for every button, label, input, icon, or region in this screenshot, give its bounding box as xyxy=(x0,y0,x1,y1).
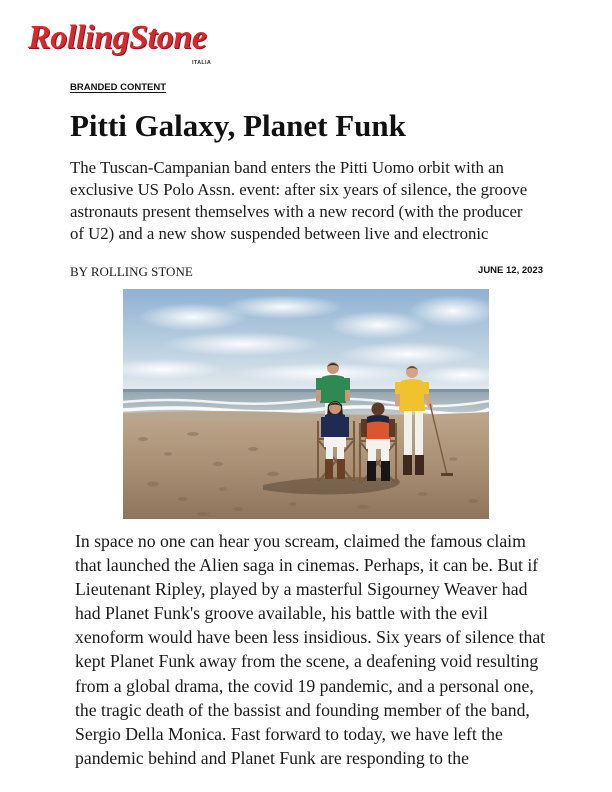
pants xyxy=(368,447,376,463)
sand-mark xyxy=(468,499,478,503)
body-line: Sergio Della Monica. Fast forward to today, we have left the xyxy=(75,723,503,744)
body-line: xenoform would have been less insidious. Six years of silence that xyxy=(75,627,546,648)
sand-mark xyxy=(213,462,223,466)
pants xyxy=(337,445,344,461)
sand-mark xyxy=(138,437,148,441)
sleeve xyxy=(395,382,401,395)
sand-mark xyxy=(187,432,199,436)
arm xyxy=(395,394,400,406)
sleeve xyxy=(423,382,429,395)
article-byline[interactable]: BY ROLLING STONE xyxy=(70,264,193,279)
sleeve xyxy=(344,378,350,391)
sand xyxy=(123,411,489,519)
polo-shirt xyxy=(320,375,346,403)
body-line: kept Planet Funk away from the scene, a deafening void resulting xyxy=(75,651,539,672)
cloud xyxy=(163,332,323,356)
sand-mark xyxy=(248,447,258,451)
sand-mark xyxy=(357,505,369,509)
body-line: pandemic behind and Planet Funk are responding to the xyxy=(75,747,469,768)
dek-line: exclusive US Polo Assn. event: after six years of silence, the groove xyxy=(70,180,528,199)
body-line: the tragic death of the bassist and founding member of the band, xyxy=(75,699,530,720)
sand-mark xyxy=(267,472,279,476)
pants xyxy=(381,447,389,463)
sky xyxy=(123,289,489,395)
mallet-head xyxy=(441,473,453,476)
arm xyxy=(321,417,326,437)
boot xyxy=(381,461,390,481)
arm xyxy=(345,390,350,401)
arm xyxy=(389,419,395,437)
body-line: that launched the Alien saga in cinemas. Perhaps, it can be. But if xyxy=(75,555,539,576)
boot xyxy=(367,461,376,481)
dek-line: of U2) and a new show suspended between live and electronic xyxy=(70,224,489,243)
article-dek xyxy=(70,157,527,245)
brand-logo[interactable]: RollingStone xyxy=(28,19,207,56)
pants xyxy=(404,409,412,457)
sleeve xyxy=(316,378,322,391)
sand-mark xyxy=(178,497,188,501)
arm xyxy=(361,419,367,437)
body-line: In space no one can hear you scream, claimed the famous claim xyxy=(75,531,526,551)
sand-mark xyxy=(233,507,243,511)
beach-sand xyxy=(123,411,489,519)
boot xyxy=(325,459,333,479)
sand-mark xyxy=(289,502,297,506)
sand-mark xyxy=(197,512,209,516)
boot xyxy=(337,459,345,479)
boot xyxy=(403,455,412,475)
pants xyxy=(326,445,333,461)
arm xyxy=(316,390,321,401)
sand-mark xyxy=(449,457,457,461)
sand-mark xyxy=(164,452,172,456)
cloud xyxy=(338,342,478,366)
sand-mark xyxy=(219,487,227,491)
branded-content-label[interactable]: BRANDED CONTENT xyxy=(70,82,167,93)
article-date: JUNE 12, 2023 xyxy=(478,265,543,276)
cloud xyxy=(223,295,343,319)
horizon xyxy=(123,389,489,392)
head xyxy=(372,403,385,416)
shirt xyxy=(324,413,346,439)
body-line: Lieutenant Ripley, played by a masterful Sigourney Weaver had xyxy=(75,579,528,600)
article-body xyxy=(75,529,545,770)
article-photo xyxy=(123,289,489,519)
article-title: Pitti Galaxy, Planet Funk xyxy=(70,108,406,143)
dek-line: The Tuscan-Campanian band enters the Pitti Uomo orbit with an xyxy=(70,158,504,177)
body-line: had Planet Funk's groove available, his battle with the evil xyxy=(75,603,488,624)
polo-shirt xyxy=(399,379,425,411)
boot xyxy=(415,455,424,475)
arm xyxy=(344,417,349,437)
dek-line: astronauts present themselves with a new record (with the producer xyxy=(70,202,523,221)
pants xyxy=(415,409,423,457)
sand-mark xyxy=(418,492,428,496)
brand-edition: ITALIA xyxy=(192,60,212,66)
sand-mark xyxy=(147,482,159,487)
body-line: from a global drama, the covid 19 pandemic, and a personal one, xyxy=(75,675,534,696)
